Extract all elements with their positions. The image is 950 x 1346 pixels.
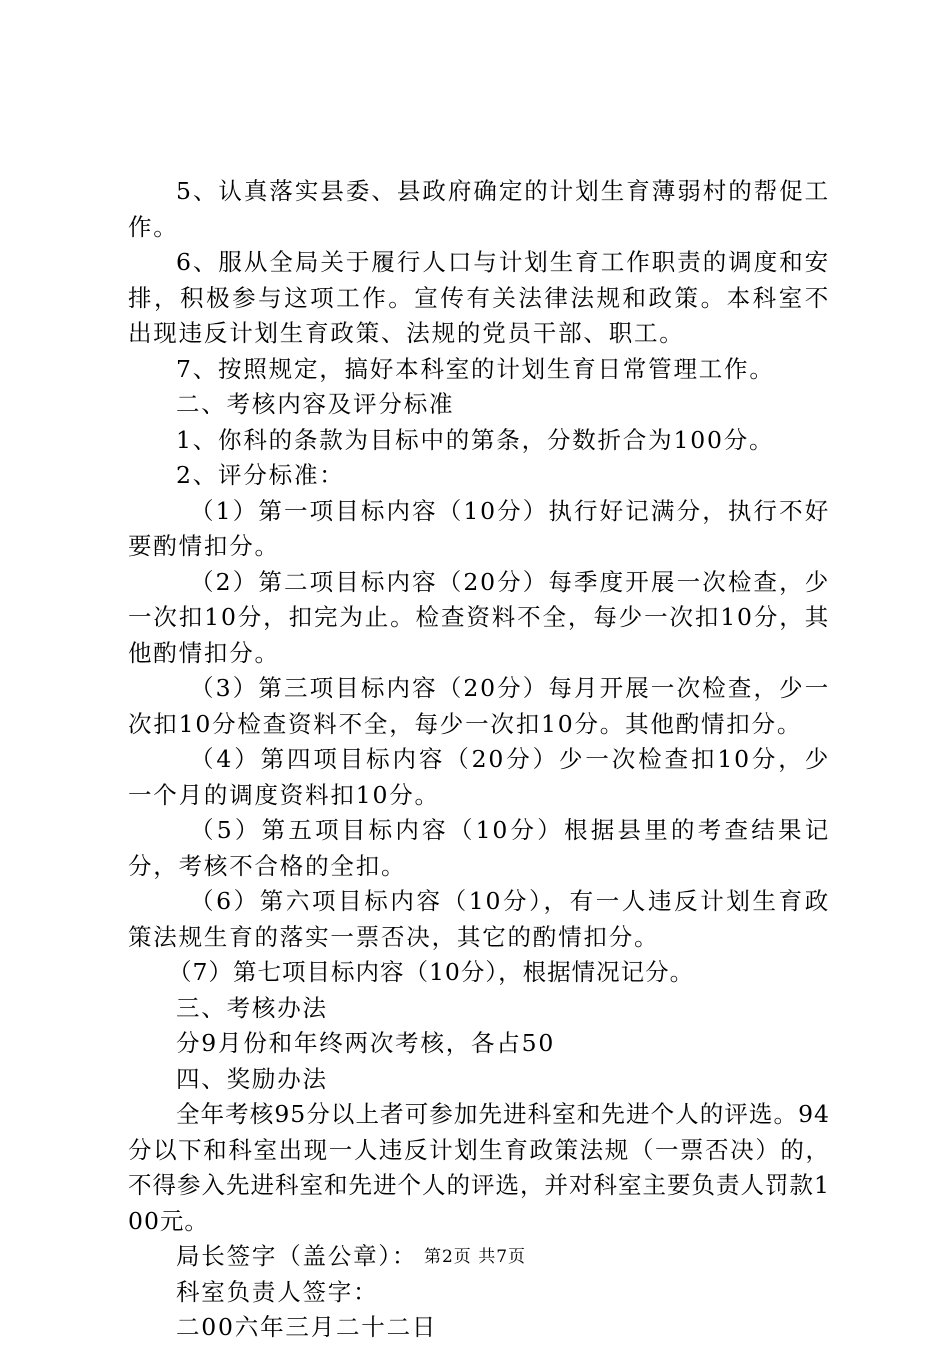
standard-item-6: （6）第六项目标内容（10分），有一人违反计划生育政策法规生育的落实一票否决，其它的酌情扣分。 (128, 887, 830, 951)
section-heading-assessment: 二、考核内容及评分标准 (176, 390, 455, 418)
paragraph-item-6: 6、服从全局关于履行人口与计划生育工作职责的调度和安排，积极参与这项工作。宣传有关法律法规和政策。本科室不出现违反计划生育政策、法规的党员干部、职工。 (128, 248, 830, 347)
standard-item-5: （5）第五项目标内容（10分）根据县里的考查结果记分，考核不合格的全扣。 (128, 816, 830, 880)
document-body (128, 174, 830, 1346)
section-heading-method: 三、考核办法 (176, 993, 328, 1022)
standard-item-7: （7）第七项目标内容（10分），根据情况记分。 (168, 958, 695, 986)
paragraph-method: 分9月份和年终两次考核，各占50 (176, 1029, 556, 1057)
signature-director: 局长签字（盖公章）： (176, 1242, 418, 1270)
paragraph-item-5: 5、认真落实县委、县政府确定的计划生育薄弱村的帮促工作。 (128, 177, 830, 241)
paragraph-item-7: 7、按照规定，搞好本科室的计划生育日常管理工作。 (176, 354, 775, 383)
standard-item-1: （1）第一项目标内容（10分）执行好记满分，执行不好要酌情扣分。 (128, 496, 830, 560)
paragraph-clause: 1、你科的条款为目标中的第条，分数折合为100分。 (176, 425, 775, 454)
standard-item-4: （4）第四项目标内容（20分）少一次检查扣10分，少一个月的调度资料扣10分。 (128, 745, 830, 809)
standard-item-2: （2）第二项目标内容（20分）每季度开展一次检查，少一次扣10分，扣完为止。检查资料不全，每少一次扣10分，其他酌情扣分。 (128, 567, 830, 667)
section-heading-reward: 四、奖励办法 (176, 1064, 328, 1093)
signature-section-head: 科室负责人签字： (176, 1277, 379, 1306)
paragraph-reward: 全年考核95分以上者可参加先进科室和先进个人的评选。94分以下和科室出现一人违反计划生育政策法规（一票否决）的，不得参入先进科室和先进个人的评选，并对科室主要负责人罚款100元。 (128, 1100, 830, 1235)
page-number: 第2页 共7页 (423, 1247, 527, 1267)
paragraph-standard-heading: 2、评分标准： (176, 461, 345, 489)
standard-item-3: （3）第三项目标内容（20分）每月开展一次检查，少一次扣10分检查资料不全，每少一次扣10分。其他酌情扣分。 (128, 674, 830, 738)
document-date: 二00六年三月二十二日 (176, 1313, 438, 1341)
